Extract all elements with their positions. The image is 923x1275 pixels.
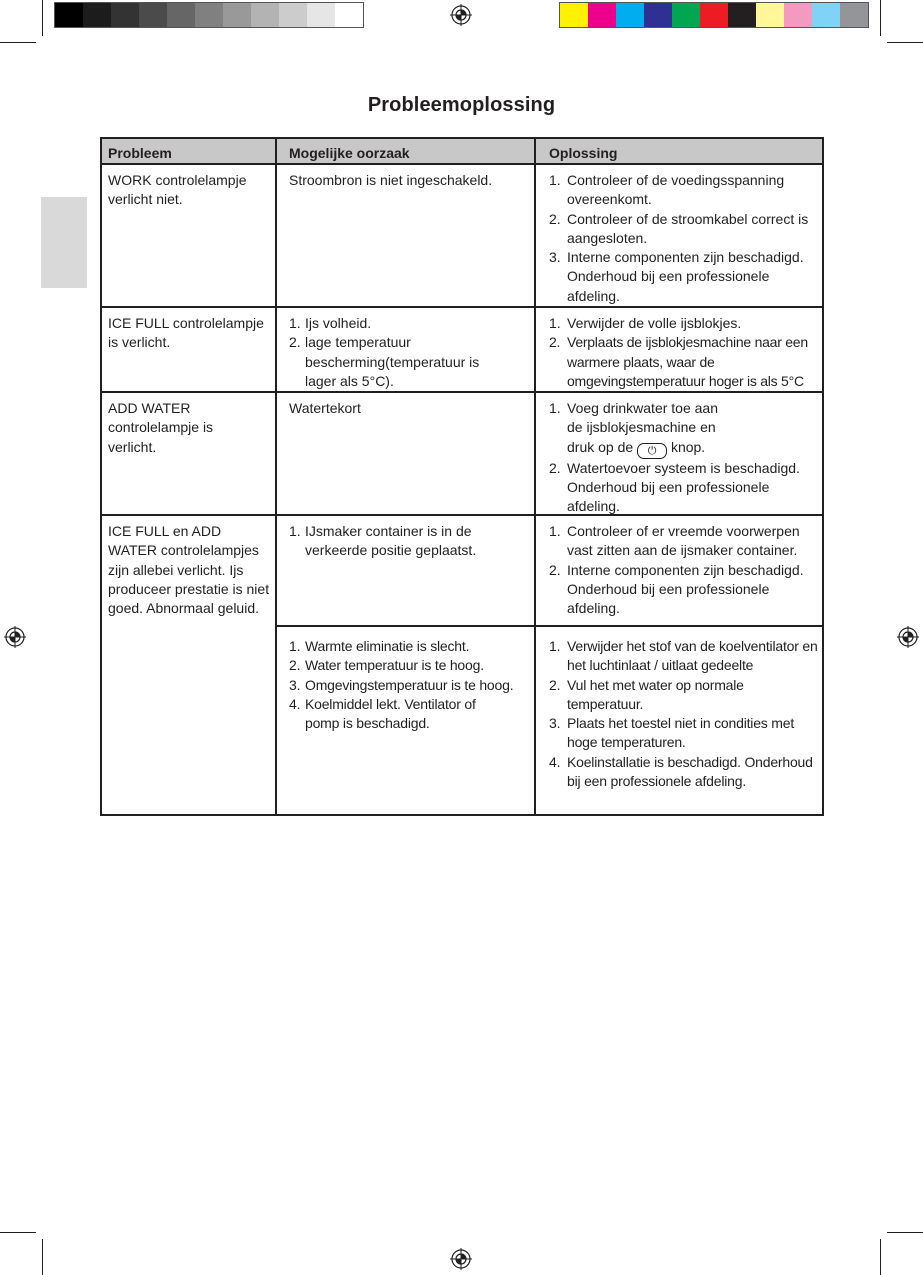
problem-cell bbox=[108, 399, 228, 457]
solution-cell bbox=[549, 171, 821, 306]
gray-swatch bbox=[251, 3, 279, 27]
gray-swatch bbox=[223, 3, 251, 27]
color-swatch bbox=[840, 3, 868, 27]
gray-swatch bbox=[139, 3, 167, 27]
crop-mark bbox=[887, 42, 923, 43]
crop-mark bbox=[880, 0, 881, 36]
color-swatch bbox=[700, 3, 728, 27]
list-item: 2. Water temperatuur is te hoog. bbox=[289, 657, 484, 674]
list-item: 2. lage temperatuur bescherming(temperatuur is lager als 5°C). bbox=[289, 334, 480, 389]
row-divider bbox=[102, 163, 822, 165]
list-item: 1. Warmte eliminatie is slecht. bbox=[289, 638, 470, 654]
problem-cell bbox=[108, 171, 268, 210]
list-item: 1. Ijs volheid. bbox=[289, 315, 372, 331]
color-swatch bbox=[728, 3, 756, 27]
gray-swatch bbox=[55, 3, 83, 27]
list-item: 1. Controleer of de voedingsspanning overeenkomt. bbox=[549, 172, 785, 208]
crop-mark bbox=[0, 1232, 36, 1233]
registration-mark-icon bbox=[450, 4, 472, 26]
power-icon: ⏻ bbox=[637, 443, 667, 459]
column-divider bbox=[275, 139, 277, 814]
color-swatch bbox=[812, 3, 840, 27]
crop-mark bbox=[887, 1232, 923, 1233]
problem-text: WORK controlelampje verlicht niet. bbox=[108, 172, 247, 208]
list-item: 2. Watertoevoer systeem is beschadigd. Onderhoud bij een professionele afdeling. bbox=[549, 459, 800, 515]
grayscale-color-bar bbox=[54, 2, 364, 28]
registration-mark-icon bbox=[4, 626, 26, 648]
color-swatch bbox=[560, 3, 588, 27]
cause-text: Watertekort bbox=[289, 400, 361, 416]
registration-mark-icon bbox=[450, 1248, 472, 1270]
gray-swatch bbox=[335, 3, 363, 27]
list-item: 4. Koelinstallatie is beschadigd. Onderhoud bij een professionele afdeling. bbox=[549, 753, 813, 790]
troubleshooting-table bbox=[100, 137, 824, 816]
list-item: 1. IJsmaker container is in de verkeerde positie geplaatst. bbox=[289, 523, 477, 559]
list-item: 2. Vul het met water op normale temperatuur. bbox=[549, 676, 744, 712]
cause-cell bbox=[289, 171, 529, 190]
cause-cell bbox=[289, 399, 529, 418]
list-item: 3. Plaats het toestel niet in condities met hoge temperaturen. bbox=[549, 715, 795, 751]
process-color-bar bbox=[559, 2, 869, 28]
solution-cell bbox=[549, 399, 807, 516]
list-item: 2. Verplaats de ijsblokjesmachine naar een warmere plaats, waar de omgevingstemperatuur hoger is als 5°C bbox=[549, 334, 808, 389]
header-cause: Mogelijke oorzaak bbox=[289, 145, 410, 161]
header-problem: Probleem bbox=[108, 145, 172, 161]
crop-mark bbox=[880, 1239, 881, 1275]
row-divider bbox=[102, 391, 822, 393]
list-item: 2. Controleer of de stroomkabel correct is aangesloten. bbox=[549, 210, 809, 246]
list-item: 1. Controleer of er vreemde voorwerpen vast zitten aan de ijsmaker container. bbox=[549, 523, 800, 559]
color-swatch bbox=[616, 3, 644, 27]
cause-cell bbox=[289, 522, 489, 561]
color-swatch bbox=[644, 3, 672, 27]
cause-cell bbox=[289, 637, 534, 733]
solution-cell bbox=[549, 314, 821, 391]
color-swatch bbox=[784, 3, 812, 27]
crop-mark bbox=[0, 42, 36, 43]
problem-text: ADD WATER controlelampje is verlicht. bbox=[108, 400, 214, 455]
gray-swatch bbox=[167, 3, 195, 27]
gray-swatch bbox=[195, 3, 223, 27]
list-item: 2. Interne componenten zijn beschadigd. Onderhoud bij een professionele afdeling. bbox=[549, 561, 804, 617]
header-solution: Oplossing bbox=[549, 145, 618, 161]
problem-text: ICE FULL en ADD WATER controlelampjes zijn allebei verlicht. Ijs produceer prestatie is niet goed. Abnormaal geluid. bbox=[108, 523, 270, 617]
gray-swatch bbox=[279, 3, 307, 27]
color-swatch bbox=[588, 3, 616, 27]
cause-text: Stroombron is niet ingeschakeld. bbox=[289, 172, 493, 188]
crop-mark bbox=[42, 0, 43, 36]
cause-cell bbox=[289, 314, 489, 391]
table-header-row bbox=[102, 139, 822, 165]
list-item: 1. Voeg drinkwater toe aan de ijsblokjesmachine en druk op de ⏻ knop. bbox=[549, 400, 718, 457]
list-item: 1. Verwijder de volle ijsblokjes. bbox=[549, 315, 742, 331]
gray-swatch bbox=[307, 3, 335, 27]
side-language-tab bbox=[41, 197, 87, 288]
registration-mark-icon bbox=[897, 626, 919, 648]
color-swatch bbox=[672, 3, 700, 27]
color-swatch bbox=[756, 3, 784, 27]
gray-swatch bbox=[111, 3, 139, 27]
problem-text: ICE FULL controlelampje is verlicht. bbox=[108, 315, 264, 351]
row-divider bbox=[275, 625, 822, 627]
gray-swatch bbox=[83, 3, 111, 27]
solution-cell bbox=[549, 637, 821, 791]
row-divider bbox=[102, 306, 822, 308]
problem-cell bbox=[108, 522, 270, 618]
column-divider bbox=[534, 139, 536, 814]
list-item: 1. Verwijder het stof van de koelventilator en het luchtinlaat / uitlaat gedeelte bbox=[549, 638, 818, 674]
crop-mark bbox=[42, 1239, 43, 1275]
list-item: 3. Interne componenten zijn beschadigd. Onderhoud bij een professionele afdeling. bbox=[549, 249, 804, 304]
problem-cell bbox=[108, 314, 270, 353]
list-item: 4. Koelmiddel lekt. Ventilator of pomp is beschadigd. bbox=[289, 695, 476, 732]
page-title: Probleemoplossing bbox=[367, 94, 556, 116]
list-item: 3. Omgevingstemperatuur is te hoog. bbox=[289, 676, 514, 693]
solution-cell bbox=[549, 522, 821, 618]
